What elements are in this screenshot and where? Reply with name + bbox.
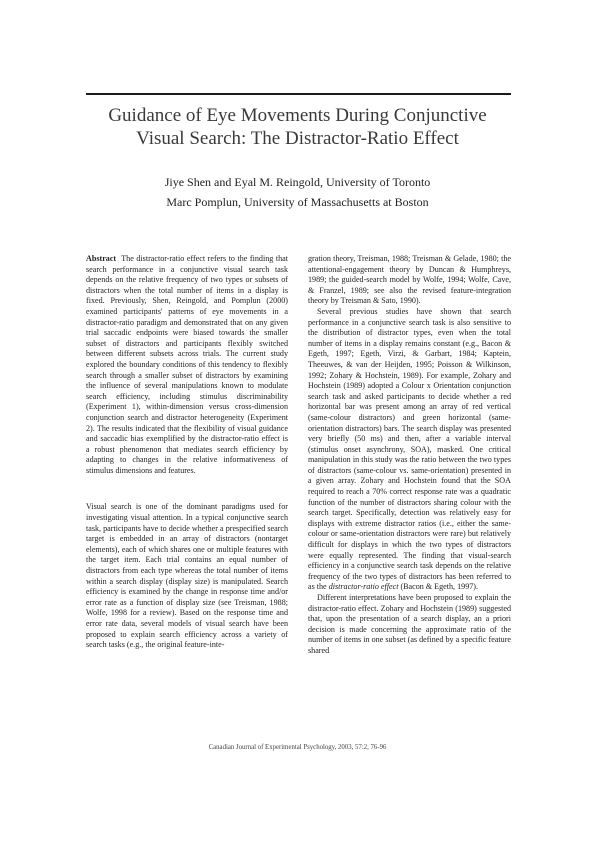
abstract-label: Abstract	[86, 254, 117, 263]
body-paragraph-2-text-b: (Bacon & Egeth, 1997).	[398, 582, 479, 592]
authors-line-2: Marc Pomplun, University of Massachusetts at Boston	[166, 195, 429, 209]
body-paragraph-2-text-a: Several previous studies have shown that search performance in a conjunctive search task is also sensitive to the distribution of distractor types, even when the total number of items in a display remains constant (e.g., Bacon & Egeth, 1997; Egeth, Virzi, & Garbart, 1984; Kaptein, Theeuwes, & van der Heijden, 1995; Poisson & Wilkinson, 1992; Zohary & Hochstein, 1989). For example, Zohary and Hochstein (1989) adopted a Colour x Orientation conjunction search task and asked participants to decide whether a red horizontal bar was present among an array of red vertical (same-colour distractors) and green horizontal (same-orientation distractors) bars. The search display was presented very briefly (50 ms) and then, after a variable interval (stimulus onset asynchrony, SOA), masked. One critical manipulation in this study was the ratio between the two types of distractors (same-colour vs. same-orientation) presented in a given array. Zohary and Hochstein found that the SOA required to reach a 70% correct response rate was a quadratic function of the number of distractors sharing colour with the search target. Specifically, detection was relatively easy for displays with extreme distractor ratios (i.e., either the same-colour or same-orientation distractors were rare) but relatively difficult for displays in which the two types of distractors were equally represented. The finding that visual-search efficiency in a conjunctive search task depends on the relative frequency of the two types of distractors has been referred to as the	[308, 306, 511, 592]
abstract-text: The distractor-ratio effect refers to the finding that search performance in a conjunctive visual search task depends on the relative frequency of two types or subsets of distractors when the total number of items in a display is fixed. Previously, Shen, Reingold, and Pomplun (2000) examined participants' patterns of eye movements in a distractor-ratio paradigm and demonstrated that on any given trial saccadic endpoints were biased towards the smaller subset of distractors and participants flexibly switched between different subsets across trials. The current study explored the boundary conditions of this tendency to flexibly search through a smaller subset of distractors by examining the influence of several manipulations known to modulate search efficiency, including stimulus discriminability (Experiment 1), within-dimension versus cross-dimension conjunction search and distractor heterogeneity (Experiment 2). The results indicated that the flexibility of visual guidance and saccadic bias exemplified by the distractor-ratio effect is a robust phenomenon that mediates search efficiency by adapting to changes in the relative informativeness of stimulus dimensions and features.	[86, 254, 288, 475]
title-line-1: Guidance of Eye Movements During Conjunctive	[108, 105, 487, 126]
author-block	[60, 172, 535, 212]
body-paragraph-3: Different interpretations have been proposed to explain the distractor-ratio effect. Zohary and Hochstein (1989) suggested that, upon the presentation of a search display, an a priori decision is made concerning the approximate ratio of the number of items in one subset (as defined by a specific feature shared	[308, 593, 511, 655]
body-paragraph-1-continued: gration theory, Treisman, 1988; Treisman & Gelade, 1980; the attentional-engagement theory by Duncan & Humphreys, 1989; the guided-search model by Wolfe, 1994; Wolfe, Cave, & Franzel, 1989; see also the revised feature-integration theory by Treisman & Sato, 1990).	[308, 254, 511, 306]
body-paragraph-1: Visual search is one of the dominant paradigms used for investigating visual attention. In a typical conjunctive search task, participants have to decide whether a prespecified search target is embedded in an array of distractors (nontarget elements), each of which shares one or multiple features with the target item. Each trial contains an equal number of distractors from each type whereas the total number of items within a search display (display size) is manipulated. Search efficiency is examined by the change in response time and/or error rate as a function of display size (see Treisman, 1988; Wolfe, 1998 for a review). Based on the response time and error rate data, several models of visual search have been proposed to explain search efficiency across a variety of search tasks (e.g., the original feature-inte-	[86, 502, 288, 650]
distractor-ratio-term: distractor-ratio effect	[328, 582, 399, 592]
top-rule	[86, 93, 511, 95]
title-line-2: Visual Search: The Distractor-Ratio Effect	[136, 128, 459, 149]
authors-line-1: Jiye Shen and Eyal M. Reingold, University of Toronto	[164, 175, 431, 189]
paper-title	[60, 104, 535, 150]
left-column	[86, 254, 288, 651]
body-paragraph-2	[308, 307, 511, 593]
journal-footer: Canadian Journal of Experimental Psychology, 2003, 57:2, 76-96	[208, 744, 387, 751]
right-column	[308, 254, 511, 657]
abstract	[86, 254, 288, 476]
